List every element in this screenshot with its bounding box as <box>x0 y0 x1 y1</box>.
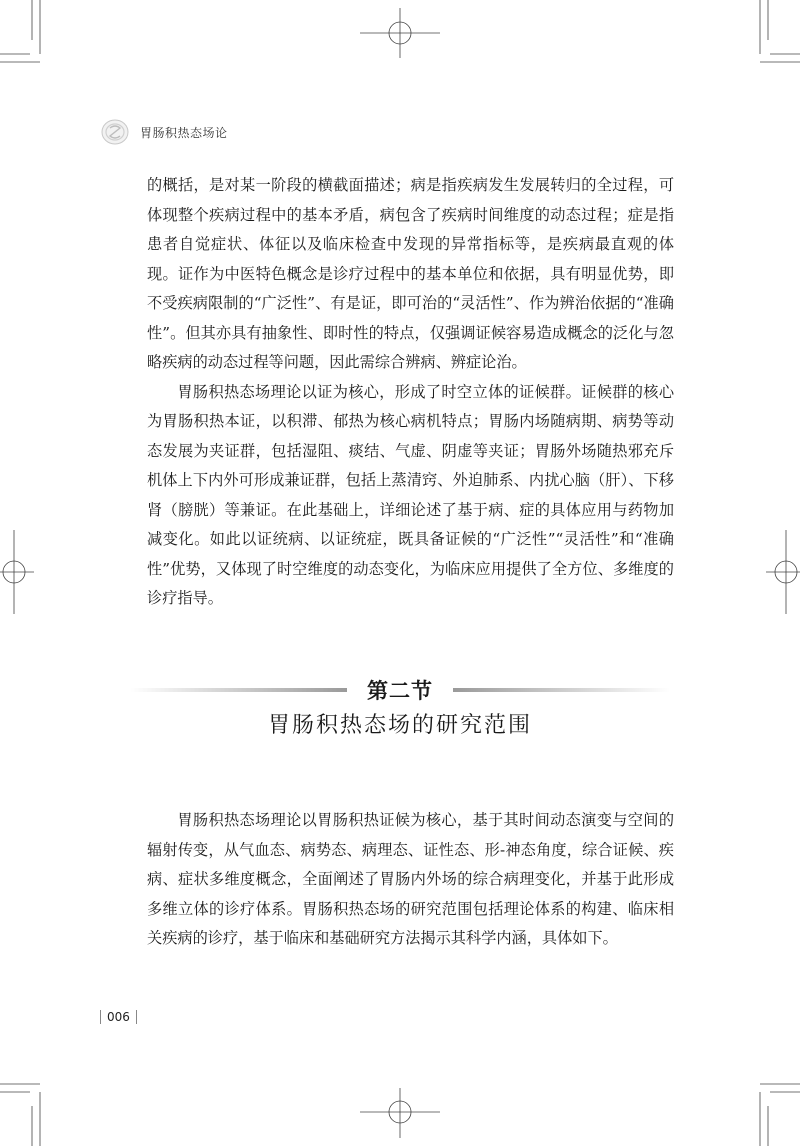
running-header-title: 胃肠积热态场论 <box>140 125 228 140</box>
paragraph: 胃肠积热态场理论以胃肠积热证候为核心，基于其时间动态演变与空间的辐射传变，从气血态、病势态、病理态、证性态、形-神态角度，综合证候、疾病、症状多维度概念，全面阐述了胃肠内外场的综合病理变化，并基于此形成多维立体的诊疗体系。胃肠积热态场的研究范围包括理论体系的构建、临床相关疾病的诊疗，基于临床和基础研究方法揭示其科学内涵，具体如下。 <box>147 811 674 947</box>
page-number-footer <box>94 1010 143 1024</box>
heading-rule-left <box>130 688 347 692</box>
paragraph: 的概括，是对某一阶段的横截面描述；病是指疾病发生发展转归的全过程，可体现整个疾病过程中的基本矛盾，病包含了疾病时间维度的动态过程；症是指患者自觉症状、体征以及临床检查中发现的异常指标等，是疾病最直观的体现。证作为中医特色概念是诊疗过程中的基本单位和依据，具有明显优势，即不受疾病限制的“广泛性”、有是证，即可治的“灵活性”、作为辨治依据的“准确性”。但其亦具有抽象性、即时性的特点，仅强调证候容易造成概念的泛化与忽略疾病的动态过程等问题，因此需综合辨病、辨症论治。 <box>147 176 674 371</box>
section-label: 第二节 <box>367 678 433 703</box>
page-number-bar-left <box>100 1010 101 1024</box>
paragraph: 胃肠积热态场理论以证为核心，形成了时空立体的证候群。证候群的核心为胃肠积热本证，以积滞、郁热为核心病机特点；胃肠内场随病期、病势等动态发展为夹证群，包括湿阻、痰结、气虚、阴虚等夹证；胃肠外场随热邪充斥机体上下内外可形成兼证群，包括上蒸清窍、外迫肺系、内扰心脑（肝）、下移肾（膀胱）等兼证。在此基础上，详细论述了基于病、症的具体应用与药物加减变化。如此以证统病、以证统症，既具备证候的“广泛性”“灵活性”和“准确性”优势，又体现了时空维度的动态变化，为临床应用提供了全方位、多维度的诊疗指导。 <box>147 382 674 607</box>
heading-rule-right <box>453 688 670 692</box>
section-title: 胃肠积热态场的研究范围 <box>267 713 532 738</box>
body-text-block-2 <box>147 806 674 954</box>
circular-seal-icon <box>100 118 130 146</box>
section-heading <box>130 672 670 708</box>
page-number-bar-right <box>136 1010 137 1024</box>
body-text-block-1 <box>147 171 674 614</box>
page-number: 006 <box>107 1010 130 1024</box>
running-header <box>100 118 228 146</box>
